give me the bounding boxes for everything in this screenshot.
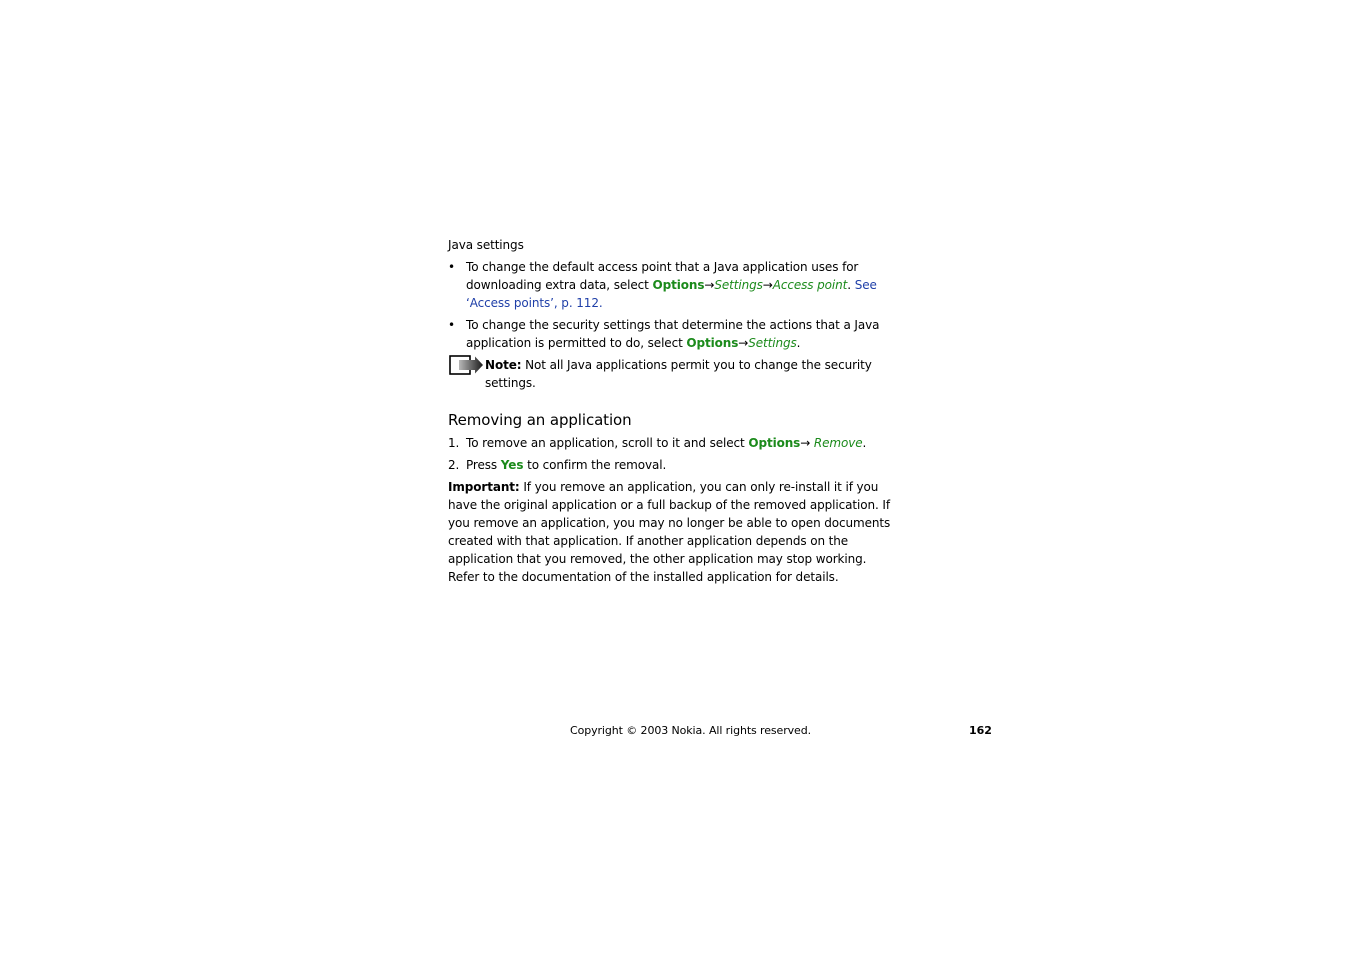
step-number: 1.	[448, 436, 460, 450]
yes-key-label: Yes	[500, 458, 524, 472]
step-text: to confirm the removal.	[523, 458, 667, 472]
bullet-icon: •	[448, 260, 455, 274]
item-text: .	[847, 278, 855, 292]
remove-menu-label: Remove	[813, 436, 863, 450]
access-point-menu-label: Access point	[772, 278, 848, 292]
important-paragraph	[448, 478, 900, 586]
java-settings-heading: Java settings	[448, 238, 524, 252]
settings-menu-label: Settings	[748, 336, 797, 350]
note-block	[448, 356, 900, 392]
access-points-link[interactable]: See ‘Access points’, p. 112.	[466, 278, 877, 310]
options-menu-label: Options	[686, 336, 739, 350]
options-menu-label: Options	[748, 436, 801, 450]
java-settings-list	[448, 258, 900, 352]
arrow-icon: →	[762, 278, 773, 292]
options-menu-label: Options	[652, 278, 705, 292]
step-number: 2.	[448, 458, 460, 472]
list-item	[448, 258, 900, 312]
arrow-icon: →	[800, 436, 814, 450]
settings-menu-label: Settings	[714, 278, 763, 292]
note-label: Note:	[485, 358, 522, 372]
page-number: 162	[969, 724, 992, 737]
step-text: Press	[466, 458, 501, 472]
arrow-icon: →	[704, 278, 715, 292]
list-item	[448, 434, 900, 452]
important-text: If you remove an application, you can only re-install it if you have the original application or a full backup of the removed application. If you remove an application, you may no longer be able to open documents created with that application. If another application depends on the application that you removed, the other application may stop working. Refer to the documentation of the installed application for details.	[448, 480, 891, 584]
item-text: .	[796, 336, 801, 350]
item-text: To change the security settings that determine the actions that a Java application is permitted to do, select	[466, 318, 880, 350]
copyright-footer: Copyright © 2003 Nokia. All rights reserved.	[570, 724, 811, 737]
item-text: To change the default access point that a Java application uses for downloading extra data, select	[466, 260, 859, 292]
arrow-icon: →	[738, 336, 749, 350]
bullet-icon: •	[448, 318, 455, 332]
note-text: Not all Java applications permit you to change the security settings.	[485, 358, 872, 390]
list-item	[448, 316, 900, 352]
step-text: To remove an application, scroll to it and select	[466, 436, 749, 450]
list-item	[448, 456, 900, 474]
important-label: Important:	[448, 480, 520, 494]
section-heading: Removing an application	[448, 411, 632, 429]
note-arrow-icon	[449, 355, 483, 375]
page-content	[448, 236, 900, 586]
step-text: .	[862, 436, 867, 450]
